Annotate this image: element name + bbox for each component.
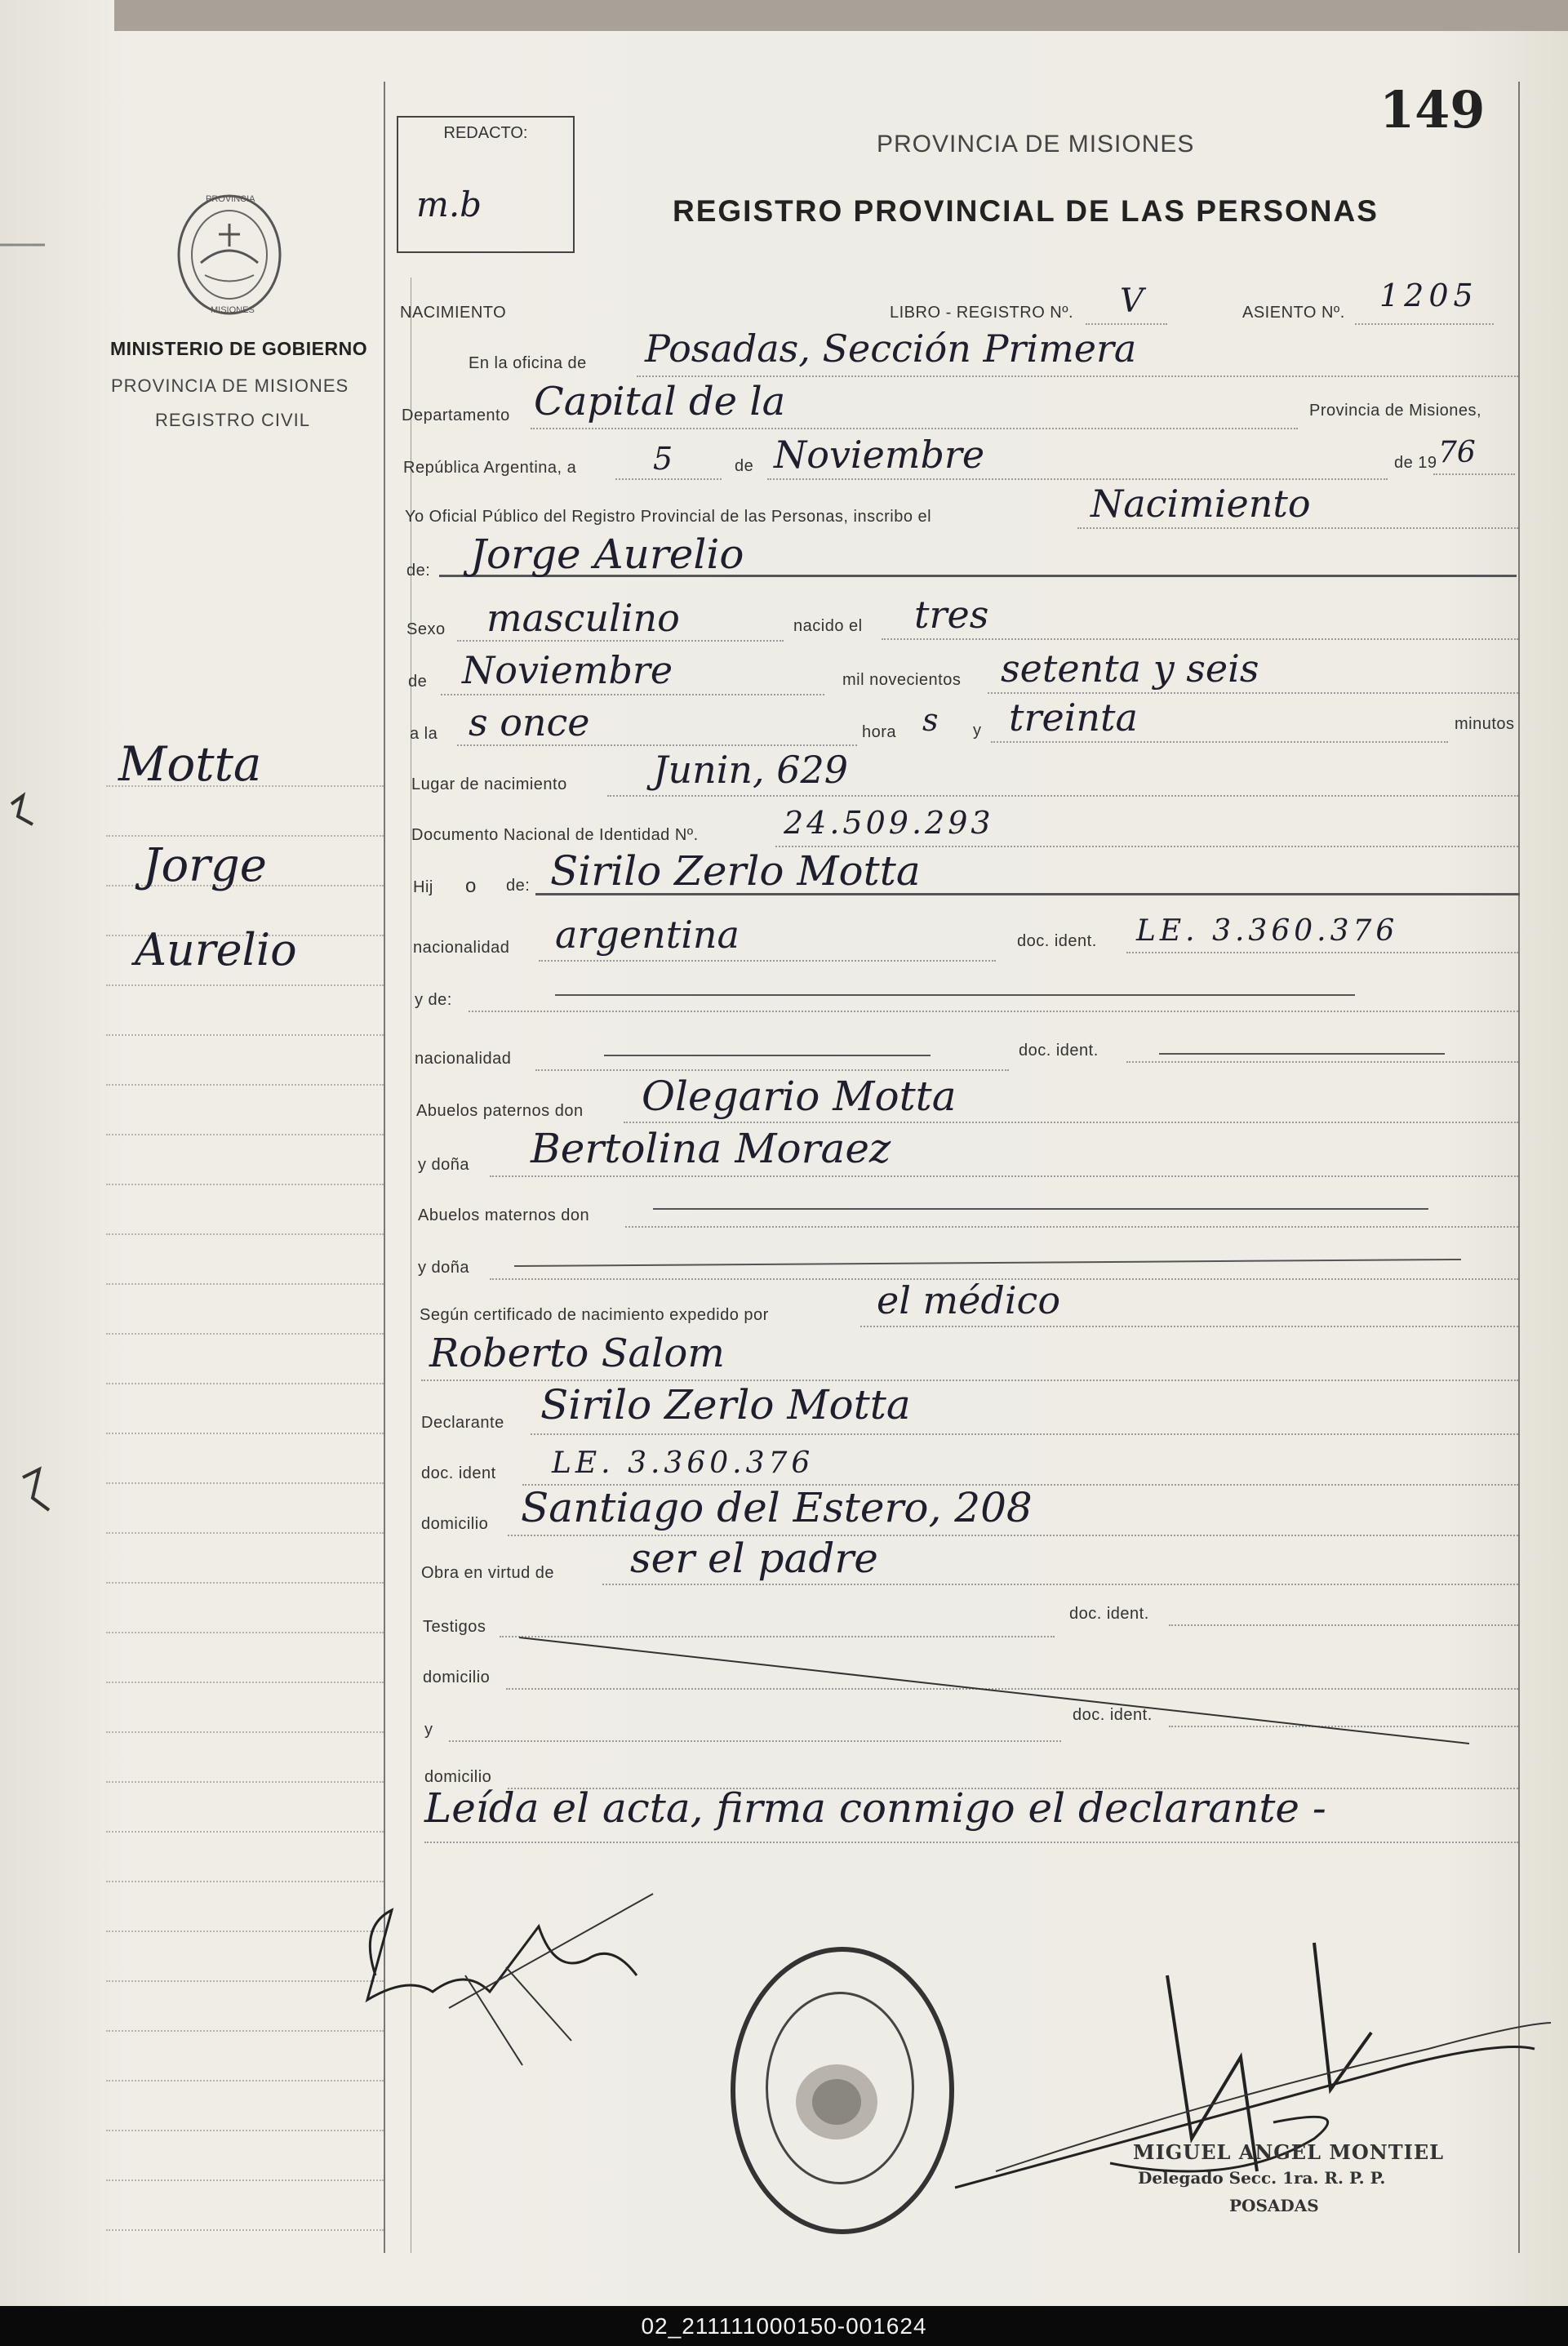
hijo-label-c: de: [506, 877, 531, 895]
asiento-label: ASIENTO Nº. [1242, 304, 1345, 322]
de-label: de [735, 457, 754, 475]
redacto-label: REDACTO: [443, 124, 528, 142]
ministry-office: REGISTRO CIVIL [155, 410, 311, 430]
declarante-doc-value: LE. 3.360.376 [552, 1446, 815, 1480]
docident2-label: doc. ident. [1019, 1042, 1099, 1060]
docident3-label: doc. ident [421, 1464, 496, 1482]
oficina-value: Posadas, Sección Primera [645, 327, 1137, 371]
declarante-label: Declarante [421, 1414, 504, 1432]
dia-value: 5 [653, 441, 673, 477]
stamp-role: Delegado Secc. 1ra. R. P. P. [1138, 2168, 1386, 2188]
provincia-label: Provincia de Misiones, [1309, 402, 1482, 420]
closing-statement: Leída el acta, firma conmigo el declarante - [424, 1784, 1326, 1832]
obra-label: Obra en virtud de [421, 1564, 555, 1582]
y-label: y [973, 722, 982, 740]
domicilio2-label: domicilio [423, 1668, 491, 1686]
ala-label: a la [410, 725, 438, 743]
anio-value: 76 [1438, 436, 1476, 469]
departamento-value: Capital de la [534, 379, 786, 424]
page-number: 149 [1379, 80, 1486, 140]
abuela-pat-value: Bertolina Moraez [531, 1125, 891, 1172]
ydona-label: y doña [418, 1156, 470, 1174]
minutos-label: minutos [1455, 715, 1515, 733]
margin-surname: Motta [118, 736, 262, 792]
emblem-text-bottom: MISIONES [211, 305, 255, 315]
ydona2-label: y doña [418, 1259, 470, 1277]
anio-nac-value: setenta y seis [1001, 646, 1259, 691]
dni-label: Documento Nacional de Identidad Nº. [411, 826, 699, 844]
padre-value: Sirilo Zerlo Motta [550, 847, 921, 895]
ministry-province: PROVINCIA DE MISIONES [111, 375, 349, 396]
declarant-signature [343, 1877, 686, 2090]
oficial-value: Nacimiento [1090, 482, 1311, 526]
medico-value: Roberto Salom [429, 1331, 725, 1376]
emblem-text-top: PROVINCIA [206, 194, 255, 204]
oficial-label: Yo Oficial Público del Registro Provincial de las Personas, inscribo el [405, 508, 932, 526]
certificado-value: el médico [877, 1278, 1061, 1322]
seal-emblem [784, 2057, 890, 2147]
abuelos-mat-label: Abuelos maternos don [418, 1206, 590, 1224]
hijo-label-a: Hij [413, 878, 433, 896]
abuelo-pat-value: Olegario Motta [642, 1073, 957, 1120]
margin-first-name: Jorge [143, 839, 267, 892]
republica-label: República Argentina, a [403, 459, 577, 477]
nacionalidad2-label: nacionalidad [415, 1050, 512, 1068]
stamp-place: POSADAS [1229, 2196, 1319, 2215]
libro-value: V [1120, 282, 1144, 320]
nacionalidad-value: argentina [555, 913, 740, 957]
testigos-label: Testigos [423, 1618, 486, 1636]
anio-label: de 19 [1394, 454, 1437, 472]
docident-label: doc. ident. [1017, 932, 1097, 950]
departamento-label: Departamento [402, 407, 510, 424]
record-type-label: NACIMIENTO [400, 304, 507, 322]
header-province: PROVINCIA DE MISIONES [877, 131, 1195, 158]
de3-label: de [408, 673, 428, 691]
sexo-label: Sexo [406, 620, 446, 638]
domicilio-value: Santiago del Estero, 208 [521, 1484, 1033, 1531]
mes-value: Noviembre [774, 433, 985, 477]
docident5-label: doc. ident. [1073, 1706, 1153, 1724]
closing-rule [424, 1842, 1518, 1843]
stamp-name: MIGUEL ANGEL MONTIEL [1133, 2140, 1444, 2164]
ministry-name: MINISTERIO DE GOBIERNO [110, 338, 368, 359]
domicilio-label: domicilio [421, 1515, 489, 1533]
minutos-value: treinta [1009, 695, 1138, 740]
redacto-initials: m.b [416, 184, 482, 224]
horas-label: hora [862, 723, 897, 741]
abuelos-pat-label: Abuelos paternos don [416, 1102, 584, 1120]
dni-value: 24.509.293 [784, 805, 994, 841]
declarante-value: Sirilo Zerlo Motta [540, 1381, 911, 1428]
margin-middle-name: Aurelio [135, 924, 297, 975]
scan-id: 02_211111000150-001624 [641, 2313, 927, 2339]
libro-label: LIBRO - REGISTRO Nº. [890, 304, 1074, 322]
mil-label: mil novecientos [842, 671, 962, 689]
oficina-label: En la oficina de [469, 354, 587, 372]
y2-label: y [424, 1721, 433, 1739]
docident4-label: doc. ident. [1069, 1605, 1149, 1623]
lugar-value: Junin, 629 [653, 748, 849, 792]
horas-suffix: s [922, 702, 939, 738]
obra-value: ser el padre [630, 1535, 878, 1582]
lugar-label: Lugar de nacimiento [411, 775, 567, 793]
domicilio3-label: domicilio [424, 1768, 492, 1786]
scan-footer [0, 2306, 1568, 2346]
ala-value: s once [469, 700, 590, 744]
mes-nac-value: Noviembre [462, 648, 673, 692]
nombre-value: Jorge Aurelio [470, 531, 744, 578]
asiento-value: 1205 [1379, 278, 1478, 313]
nacido-label: nacido el [793, 617, 863, 635]
nacionalidad-label: nacionalidad [413, 939, 510, 957]
header-title: REGISTRO PROVINCIAL DE LAS PERSONAS [673, 194, 1379, 228]
nacido-value: tres [914, 593, 989, 637]
de2-label: de: [406, 562, 431, 580]
padre-doc-value: LE. 3.360.376 [1136, 914, 1399, 948]
hijo-label-b: o [465, 875, 477, 897]
sexo-value: masculino [486, 596, 680, 640]
yde-label: y de: [415, 991, 452, 1009]
certificado-label: Según certificado de nacimiento expedido por [420, 1306, 769, 1324]
